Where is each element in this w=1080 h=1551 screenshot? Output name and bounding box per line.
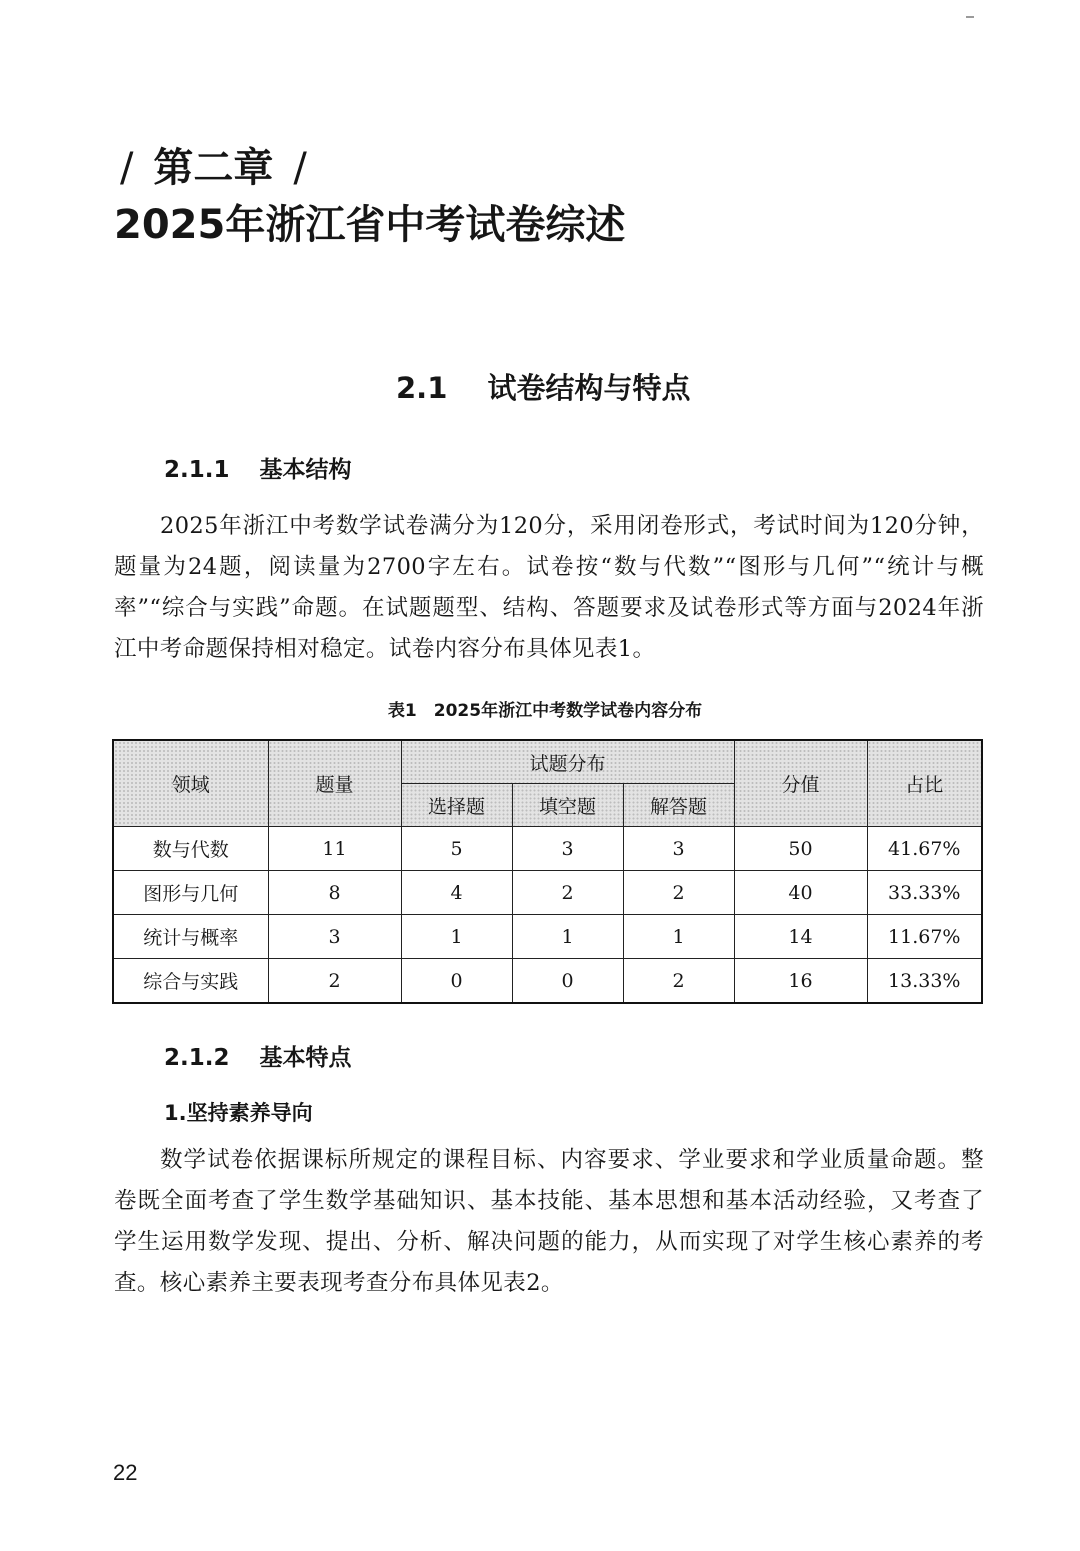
cell-domain: 综合与实践 <box>113 959 268 1004</box>
cell-answer: 2 <box>623 959 734 1004</box>
cell-score: 40 <box>734 871 867 915</box>
subsection-heading-basic-structure <box>164 453 352 487</box>
cell-score: 16 <box>734 959 867 1004</box>
table-row <box>113 827 982 871</box>
cell-count: 3 <box>268 915 401 959</box>
header-score: 分值 <box>734 740 867 827</box>
cell-domain: 统计与概率 <box>113 915 268 959</box>
cell-answer: 1 <box>623 915 734 959</box>
header-fill: 填空题 <box>512 784 623 827</box>
cell-score: 50 <box>734 827 867 871</box>
cell-count: 11 <box>268 827 401 871</box>
subsection-title: 基本特点 <box>259 1045 352 1071</box>
cell-count: 8 <box>268 871 401 915</box>
cell-ratio: 33.33% <box>867 871 982 915</box>
paragraph-literacy-orientation: 数学试卷依据课标所规定的课程目标、内容要求、学业要求和学业质量命题。整卷既全面考查了学生数学基础知识、基本技能、基本思想和基本活动经验，又考查了学生运用数学发现、提出、分析、解决问题的能力，从而实现了对学生核心素养的考查。核心素养主要表现考查分布具体见表2。 <box>114 1147 984 1296</box>
subsection-title: 基本结构 <box>259 457 352 483</box>
chapter-slash-right: / <box>293 145 307 191</box>
subsection-number: 2.1.1 <box>164 457 230 483</box>
cell-domain: 数与代数 <box>113 827 268 871</box>
cell-choice: 0 <box>401 959 512 1004</box>
subsection-number: 2.1.2 <box>164 1045 230 1071</box>
section-number: 2.1 <box>396 371 448 405</box>
cell-ratio: 13.33% <box>867 959 982 1004</box>
table-row <box>113 915 982 959</box>
header-answer: 解答题 <box>623 784 734 827</box>
cell-ratio: 11.67% <box>867 915 982 959</box>
cell-domain: 图形与几何 <box>113 871 268 915</box>
table-row <box>113 959 982 1004</box>
chapter-title: 2025年浙江省中考试卷综述 <box>114 202 626 248</box>
cell-answer: 2 <box>623 871 734 915</box>
cell-choice: 5 <box>401 827 512 871</box>
page-number: 22 <box>113 1460 138 1485</box>
header-choice: 选择题 <box>401 784 512 827</box>
chapter-label <box>114 140 313 196</box>
table-caption: 表1 2025年浙江中考数学试卷内容分布 <box>387 701 703 721</box>
header-distribution: 试题分布 <box>401 740 734 784</box>
cell-fill: 2 <box>512 871 623 915</box>
cell-ratio: 41.67% <box>867 827 982 871</box>
table-row <box>113 871 982 915</box>
point-heading: 1.坚持素养导向 <box>164 1101 313 1125</box>
subsection-heading-basic-features <box>164 1041 352 1075</box>
section-heading <box>396 366 691 410</box>
cell-choice: 4 <box>401 871 512 915</box>
section-title: 试卷结构与特点 <box>487 371 691 405</box>
scan-mark <box>966 16 974 18</box>
paragraph-basic-structure: 2025年浙江中考数学试卷满分为120分，采用闭卷形式，考试时间为120分钟，题量为24题，阅读量为2700字左右。试卷按“数与代数”“图形与几何”“统计与概率”“综合与实践”命题。在试题题型、结构、答题要求及试卷形式等方面与2024年浙江中考命题保持相对稳定。试卷内容分布具体见表1。 <box>114 513 984 662</box>
header-count: 题量 <box>268 740 401 827</box>
cell-answer: 3 <box>623 827 734 871</box>
cell-score: 14 <box>734 915 867 959</box>
cell-fill: 3 <box>512 827 623 871</box>
header-ratio: 占比 <box>867 740 982 827</box>
cell-fill: 0 <box>512 959 623 1004</box>
cell-fill: 1 <box>512 915 623 959</box>
chapter-number: 第二章 <box>153 145 274 191</box>
content-distribution-table <box>112 739 983 1004</box>
cell-count: 2 <box>268 959 401 1004</box>
header-domain: 领域 <box>113 740 268 827</box>
chapter-slash-left: / <box>120 145 134 191</box>
cell-choice: 1 <box>401 915 512 959</box>
